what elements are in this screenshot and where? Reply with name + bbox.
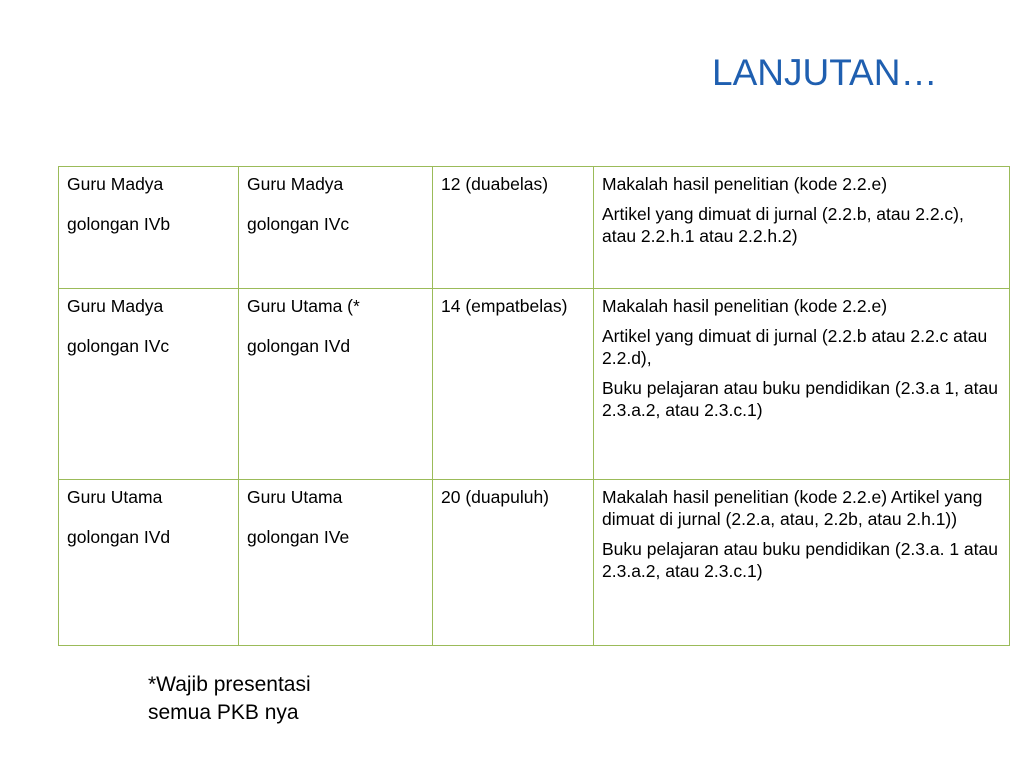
to-rank-cell bbox=[239, 167, 433, 289]
footnote-line: semua PKB nya bbox=[148, 701, 299, 724]
rank-title: Guru Utama bbox=[247, 487, 343, 507]
requirement-item: Makalah hasil penelitian (kode 2.2.e) bbox=[602, 296, 888, 316]
rank-grade: golongan IVd bbox=[247, 336, 351, 356]
rank-grade: golongan IVb bbox=[67, 214, 171, 234]
from-rank-cell bbox=[59, 167, 239, 289]
from-rank-cell bbox=[59, 289, 239, 480]
credit-cell: 14 (empatbelas) bbox=[433, 289, 594, 480]
requirement-item: Artikel yang dimuat di jurnal (2.2.b atau 2.2.c atau 2.2.d), bbox=[602, 326, 988, 368]
requirements-cell bbox=[594, 289, 1010, 480]
rank-title: Guru Utama (* bbox=[247, 296, 360, 316]
from-rank-cell bbox=[59, 480, 239, 646]
footnote-line: *Wajib presentasi bbox=[148, 673, 311, 696]
slide-title: LANJUTAN… bbox=[712, 52, 938, 93]
footnote bbox=[148, 671, 311, 727]
table-row bbox=[59, 167, 1010, 289]
rank-grade: golongan IVe bbox=[247, 527, 350, 547]
requirement-item: Buku pelajaran atau buku pendidikan (2.3.a 1, atau 2.3.a.2, atau 2.3.c.1) bbox=[602, 378, 998, 420]
to-rank-cell bbox=[239, 289, 433, 480]
requirement-item: Makalah hasil penelitian (kode 2.2.e) bbox=[602, 174, 888, 194]
table-row bbox=[59, 480, 1010, 646]
rank-grade: golongan IVc bbox=[247, 214, 350, 234]
requirement-item: Makalah hasil penelitian (kode 2.2.e) Artikel yang dimuat di jurnal (2.2.a, atau, 2.2b, atau 2.h.1)) bbox=[602, 487, 983, 529]
rank-grade: golongan IVc bbox=[67, 336, 170, 356]
table-row bbox=[59, 289, 1010, 480]
requirements-table bbox=[58, 166, 1010, 646]
to-rank-cell bbox=[239, 480, 433, 646]
requirements-cell bbox=[594, 167, 1010, 289]
requirements-cell bbox=[594, 480, 1010, 646]
credit-cell: 12 (duabelas) bbox=[433, 167, 594, 289]
requirement-item: Buku pelajaran atau buku pendidikan (2.3.a. 1 atau 2.3.a.2, atau 2.3.c.1) bbox=[602, 539, 998, 581]
rank-title: Guru Madya bbox=[67, 174, 164, 194]
rank-title: Guru Utama bbox=[67, 487, 163, 507]
rank-title: Guru Madya bbox=[67, 296, 164, 316]
rank-title: Guru Madya bbox=[247, 174, 344, 194]
rank-grade: golongan IVd bbox=[67, 527, 171, 547]
credit-cell: 20 (duapuluh) bbox=[433, 480, 594, 646]
requirement-item: Artikel yang dimuat di jurnal (2.2.b, atau 2.2.c), atau 2.2.h.1 atau 2.2.h.2) bbox=[602, 204, 964, 246]
